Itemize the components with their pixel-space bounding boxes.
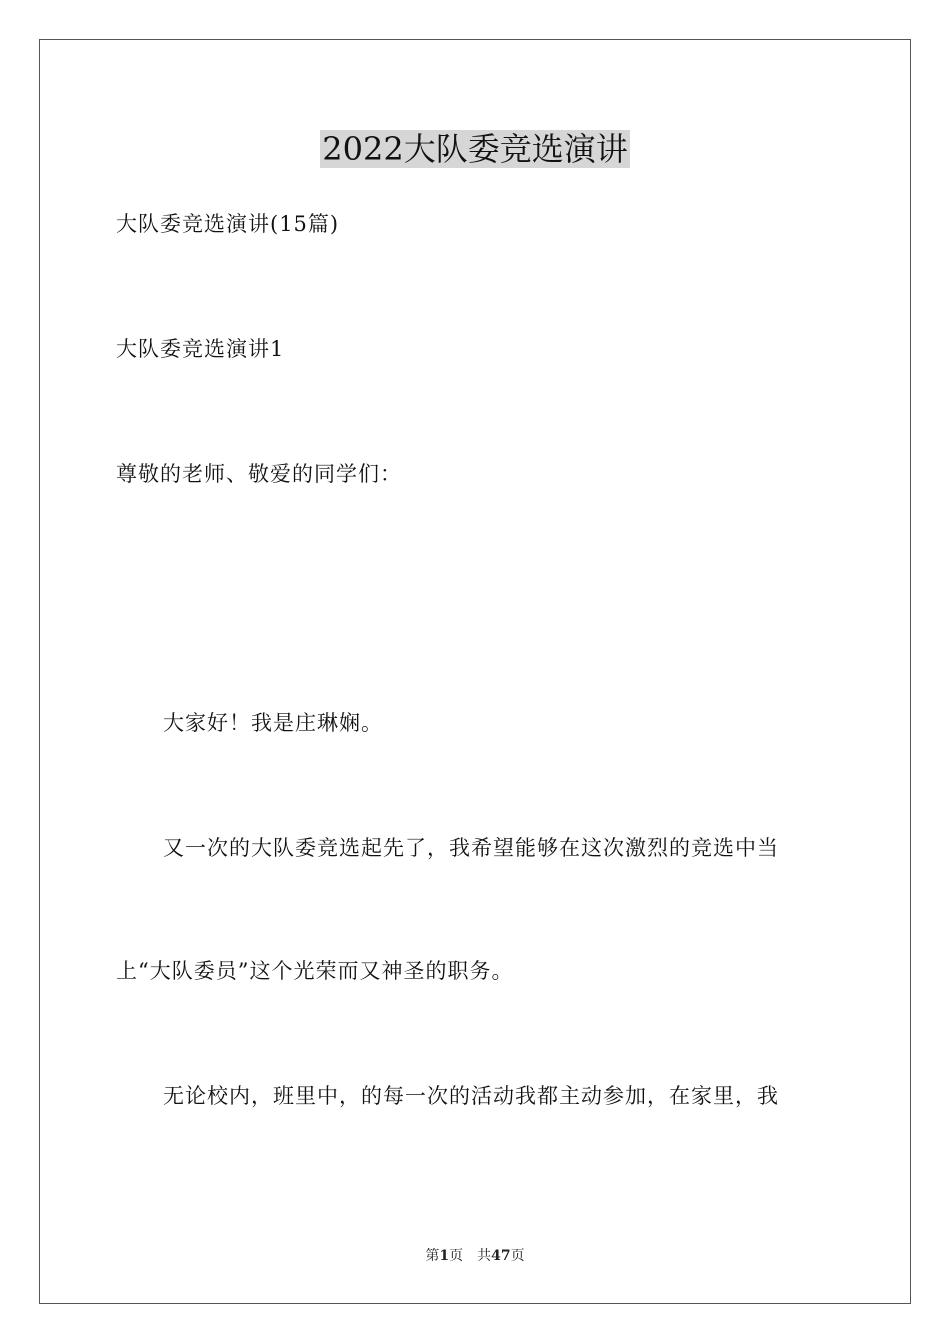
paragraph-line: 无论校内，班里中，的每一次的活动我都主动参加，在家里，我	[163, 1084, 779, 1108]
subtitle-line: 大队委竞选演讲(15篇)	[116, 212, 340, 236]
footer-total-prefix: 共	[477, 1248, 492, 1264]
footer-total-pages: 47	[491, 1248, 511, 1264]
paragraph-line: 上“大队委员”这个光荣而又神圣的职务。	[116, 959, 514, 983]
paragraph-line: 又一次的大队委竞选起先了，我希望能够在这次激烈的竞选中当	[163, 836, 779, 860]
page-footer	[0, 1246, 950, 1266]
salutation-line: 尊敬的老师、敬爱的同学们：	[116, 462, 402, 486]
document-title	[0, 126, 950, 172]
footer-page-number: 1	[439, 1248, 450, 1264]
footer-page-prefix: 第	[425, 1248, 440, 1264]
paragraph-line: 大家好！我是庄琳娴。	[163, 711, 383, 735]
footer-total-suffix: 页	[510, 1248, 525, 1264]
footer-page-suffix: 页	[449, 1248, 464, 1264]
section-heading: 大队委竞选演讲1	[116, 337, 285, 361]
document-title-text: 2022大队委竞选演讲	[322, 130, 628, 168]
